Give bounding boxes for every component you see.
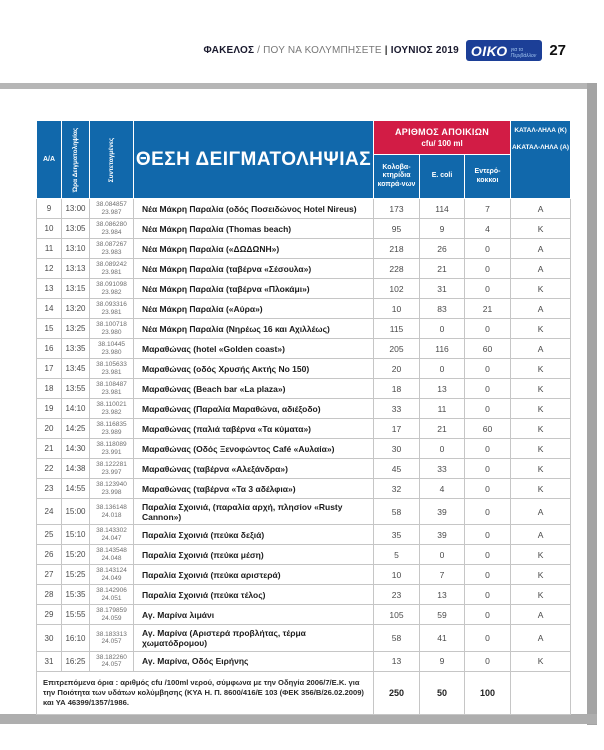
oiko-logo-text: ΟΙΚΟ: [470, 42, 508, 59]
suitability-status: Κ: [511, 219, 571, 239]
suitability-status: Α: [511, 259, 571, 279]
sample-number: 13: [37, 279, 62, 299]
enterococci-value: 4: [465, 219, 511, 239]
enterococci-value: 60: [465, 339, 511, 359]
enterococci-value: 0: [465, 605, 511, 625]
coordinate-lat: 38.086280: [96, 221, 127, 229]
table-row: [37, 339, 571, 359]
suitability-status: Κ: [511, 279, 571, 299]
sample-number: 17: [37, 359, 62, 379]
coordinate-lng: 24.048: [101, 554, 122, 562]
sample-location: Νέα Μάκρη Παραλία (Thomas beach): [134, 219, 374, 239]
sample-time: 15:55: [62, 605, 90, 625]
table-row: [37, 439, 571, 459]
coordinate-lat: 38.087267: [96, 241, 127, 249]
coordinate-lng: 23.991: [101, 448, 122, 456]
sample-time: 13:00: [62, 199, 90, 219]
suitability-status: Α: [511, 299, 571, 319]
sample-number: 23: [37, 479, 62, 499]
header-issue: ΙΟΥΝΙΟΣ 2019: [390, 45, 459, 56]
ecoli-value: 39: [420, 525, 465, 545]
sample-time: 15:00: [62, 499, 90, 525]
coordinate-lat: 38.143124: [96, 567, 127, 575]
suitability-status: Κ: [511, 359, 571, 379]
sample-number: 16: [37, 339, 62, 359]
ecoli-value: 83: [420, 299, 465, 319]
ecoli-value: 0: [420, 439, 465, 459]
coliforms-value: 17: [374, 419, 420, 439]
panel-bottom-edge: [0, 714, 597, 724]
sample-time: 14:55: [62, 479, 90, 499]
coordinate-lng: 24.057: [101, 638, 122, 646]
sample-location: Μαραθώνας (ταβέρνα «Αλεξάνδρα»): [134, 459, 374, 479]
sample-location: Παραλία Σχοινιά (πεύκα αριστερά): [134, 565, 374, 585]
col-header-location: ΘΕΣΗ ΔΕΙΓΜΑΤΟΛΗΨΙΑΣ: [134, 121, 374, 199]
table-header: [37, 121, 571, 199]
enterococci-value: 60: [465, 419, 511, 439]
sample-location: Μαραθώνας (Παραλία Μαραθώνα, αδιέξοδο): [134, 399, 374, 419]
coordinate-lat: 38.136148: [96, 504, 127, 512]
coordinate-lat: 38.105633: [96, 361, 127, 369]
suitability-status: Κ: [511, 545, 571, 565]
coliforms-value: 32: [374, 479, 420, 499]
coordinate-lat: 38.091098: [96, 281, 127, 289]
coordinate-lng: 23.982: [101, 408, 122, 416]
sample-time: 15:20: [62, 545, 90, 565]
table-row: [37, 479, 571, 499]
panel-top-edge: [0, 83, 597, 89]
coliforms-value: 10: [374, 565, 420, 585]
enterococci-value: 0: [465, 499, 511, 525]
coliforms-value: 105: [374, 605, 420, 625]
col-header-enterococci: Εντερό-κοκκοι: [465, 155, 511, 199]
header-topic: ΠΟΥ ΝΑ ΚΟΛΥΜΠΗΣΕΤΕ: [263, 45, 382, 56]
sample-number: 10: [37, 219, 62, 239]
ecoli-value: 11: [420, 399, 465, 419]
table-row: [37, 525, 571, 545]
ecoli-value: 0: [420, 359, 465, 379]
coordinate-lng: 24.047: [101, 534, 122, 542]
table-row: [37, 259, 571, 279]
enterococci-value: 0: [465, 525, 511, 545]
coliforms-value: 102: [374, 279, 420, 299]
table-row: [37, 585, 571, 605]
coordinate-lng: 24.049: [101, 574, 122, 582]
ecoli-value: 21: [420, 419, 465, 439]
sample-number: 15: [37, 319, 62, 339]
sample-coordinates: [90, 525, 134, 545]
enterococci-value: 0: [465, 651, 511, 671]
coordinate-lng: 23.981: [101, 388, 122, 396]
coordinate-lng: 23.981: [101, 368, 122, 376]
sample-number: 26: [37, 545, 62, 565]
unsuitable-label: ΑΚΑΤΑΛ-ΛΗΛΑ (Α): [511, 143, 570, 151]
sample-location: Αγ. Μαρίνα λιμάνι: [134, 605, 374, 625]
table-row: [37, 299, 571, 319]
table-row: [37, 359, 571, 379]
suitability-status: Α: [511, 605, 571, 625]
ecoli-value: 7: [420, 565, 465, 585]
sample-coordinates: [90, 219, 134, 239]
coordinate-lng: 23.998: [101, 488, 122, 496]
sample-time: 13:13: [62, 259, 90, 279]
limits-note: Επιτρεπόμενα όρια : αριθμός cfu /100ml νερού, σύμφωνα με την Οδηγία 2006/7/Ε.Κ. για την Ποιότητα των υδάτων κολύμβησης (ΚΥΑ Η. Π. 8600/416/Ε 103 (ΦΕΚ 356/Β/26.02.2009) και ΥΑ 46399/1357/1986.: [37, 672, 374, 715]
enterococci-value: 0: [465, 319, 511, 339]
sample-location: Μαραθώνας (ταβέρνα «Τα 3 αδέλφια»): [134, 479, 374, 499]
table-row: [37, 459, 571, 479]
sample-coordinates: [90, 359, 134, 379]
sample-coordinates: [90, 239, 134, 259]
table-row: [37, 565, 571, 585]
sample-coordinates: [90, 319, 134, 339]
ecoli-value: 114: [420, 199, 465, 219]
suitability-status: Α: [511, 525, 571, 545]
coordinate-lat: 38.143302: [96, 527, 127, 535]
sample-time: 16:25: [62, 651, 90, 671]
sample-coordinates: [90, 379, 134, 399]
coordinate-lat: 38.143548: [96, 547, 127, 555]
enterococci-value: 0: [465, 479, 511, 499]
suitability-status: Κ: [511, 379, 571, 399]
table-row: [37, 219, 571, 239]
table-row: [37, 651, 571, 671]
sample-time: 15:25: [62, 565, 90, 585]
enterococci-value: 0: [465, 439, 511, 459]
enterococci-value: 0: [465, 239, 511, 259]
sample-location: Παραλία Σχοινιά (πεύκα δεξιά): [134, 525, 374, 545]
table-row: [37, 279, 571, 299]
sample-number: 29: [37, 605, 62, 625]
coliforms-value: 173: [374, 199, 420, 219]
enterococci-value: 0: [465, 259, 511, 279]
coliforms-value: 23: [374, 585, 420, 605]
sample-coordinates: [90, 259, 134, 279]
coordinate-lng: 23.982: [101, 288, 122, 296]
coliforms-value: 205: [374, 339, 420, 359]
coordinate-lng: 23.984: [101, 228, 122, 236]
sample-number: 9: [37, 199, 62, 219]
coordinate-lat: 38.089242: [96, 261, 127, 269]
oiko-logo: [466, 40, 542, 61]
ecoli-value: 59: [420, 605, 465, 625]
sample-coordinates: [90, 279, 134, 299]
suitability-status: Κ: [511, 459, 571, 479]
coordinate-lat: 38.110021: [96, 401, 127, 409]
coordinate-lat: 38.182260: [96, 653, 127, 661]
coordinate-lat: 38.116835: [96, 421, 127, 429]
sample-time: 14:25: [62, 419, 90, 439]
sample-coordinates: [90, 339, 134, 359]
sample-number: 30: [37, 625, 62, 651]
coordinate-lng: 23.997: [101, 468, 122, 476]
coliforms-value: 115: [374, 319, 420, 339]
sample-location: Αγ. Μαρίνα, Οδός Ειρήνης: [134, 651, 374, 671]
coordinate-lat: 38.10445: [97, 341, 126, 349]
sample-coordinates: [90, 565, 134, 585]
col-header-coliforms: Κολοβα-κτηρίδια κοπρά-νων: [374, 155, 420, 199]
sample-time: 13:20: [62, 299, 90, 319]
sample-time: 13:05: [62, 219, 90, 239]
coordinate-lat: 38.122281: [96, 461, 127, 469]
sample-location: Νέα Μάκρη Παραλία (οδός Ποσειδώνος Hotel Nireus): [134, 199, 374, 219]
oiko-logo-subtext: [511, 42, 537, 60]
ecoli-value: 0: [420, 319, 465, 339]
sample-coordinates: [90, 499, 134, 525]
limit-enterococci: 100: [465, 672, 511, 715]
suitability-status: Α: [511, 199, 571, 219]
sample-time: 13:25: [62, 319, 90, 339]
sample-time: 13:10: [62, 239, 90, 259]
ecoli-value: 0: [420, 545, 465, 565]
table-row: [37, 545, 571, 565]
sample-number: 20: [37, 419, 62, 439]
coordinate-lng: 23.989: [101, 428, 122, 436]
coliforms-value: 10: [374, 299, 420, 319]
coordinate-lat: 38.093316: [96, 301, 127, 309]
sample-number: 27: [37, 565, 62, 585]
oiko-logo-sub1: για το: [510, 46, 524, 53]
enterococci-value: 0: [465, 359, 511, 379]
sample-location: Νέα Μάκρη Παραλία (ταβέρνα «Σέσουλα»): [134, 259, 374, 279]
coordinate-lat: 38.084857: [96, 201, 127, 209]
ecoli-value: 9: [420, 651, 465, 671]
sample-coordinates: [90, 479, 134, 499]
sample-time: 14:30: [62, 439, 90, 459]
sample-time: 13:45: [62, 359, 90, 379]
coordinate-lng: 23.987: [101, 208, 122, 216]
col-header-ecoli: E. coli: [420, 155, 465, 199]
table-row: [37, 379, 571, 399]
suitability-status: Α: [511, 239, 571, 259]
ecoli-value: 4: [420, 479, 465, 499]
sample-number: 12: [37, 259, 62, 279]
table-body: [37, 199, 571, 672]
enterococci-value: 0: [465, 399, 511, 419]
panel-right-edge: [587, 83, 597, 725]
coordinate-lat: 38.183313: [96, 630, 127, 638]
ecoli-value: 9: [420, 219, 465, 239]
sample-coordinates: [90, 545, 134, 565]
sample-location: Μαραθώνας (οδός Χρυσής Ακτής Νο 150): [134, 359, 374, 379]
sample-location: Νέα Μάκρη Παραλία («ΔΩΔΩΝΗ»): [134, 239, 374, 259]
table-row: [37, 625, 571, 651]
coliforms-value: 228: [374, 259, 420, 279]
coliforms-value: 5: [374, 545, 420, 565]
ecoli-value: 31: [420, 279, 465, 299]
coliforms-value: 35: [374, 525, 420, 545]
sample-number: 14: [37, 299, 62, 319]
col-header-aa: Α/Α: [37, 121, 62, 199]
suitability-status: Κ: [511, 399, 571, 419]
coordinate-lat: 38.108487: [96, 381, 127, 389]
sample-coordinates: [90, 459, 134, 479]
ecoli-value: 21: [420, 259, 465, 279]
col-header-suitability: [511, 121, 571, 199]
coordinate-lng: 24.051: [101, 594, 122, 602]
sample-location: Νέα Μάκρη Παραλία (ταβέρνα «Πλοκάμι»): [134, 279, 374, 299]
sample-time: 13:15: [62, 279, 90, 299]
sample-time: 14:10: [62, 399, 90, 419]
ecoli-value: 13: [420, 379, 465, 399]
sample-coordinates: [90, 605, 134, 625]
ecoli-value: 116: [420, 339, 465, 359]
sample-coordinates: [90, 399, 134, 419]
col-header-coords: Συντεταγμένες: [90, 121, 134, 199]
coordinate-lat: 38.118089: [96, 441, 127, 449]
sample-number: 25: [37, 525, 62, 545]
coordinate-lat: 38.179859: [96, 607, 127, 615]
enterococci-value: 0: [465, 279, 511, 299]
sample-location: Παραλία Σχοινιά (πεύκα τέλος): [134, 585, 374, 605]
sample-time: 13:35: [62, 339, 90, 359]
coliforms-value: 58: [374, 499, 420, 525]
coliforms-value: 218: [374, 239, 420, 259]
sample-time: 16:10: [62, 625, 90, 651]
table-row: [37, 419, 571, 439]
table-row: [37, 199, 571, 219]
sample-coordinates: [90, 625, 134, 651]
enterococci-value: 0: [465, 565, 511, 585]
header-divider: |: [384, 45, 388, 56]
table-footer: [37, 672, 571, 715]
suitability-status: Κ: [511, 319, 571, 339]
coordinate-lng: 23.980: [101, 348, 122, 356]
sample-number: 18: [37, 379, 62, 399]
suitability-status: Α: [511, 625, 571, 651]
coordinate-lng: 23.981: [101, 308, 122, 316]
enterococci-value: 0: [465, 459, 511, 479]
header-section: ΦΑΚΕΛΟΣ: [203, 45, 255, 56]
coordinate-lng: 23.980: [101, 328, 122, 336]
sampling-table: [36, 120, 571, 715]
ecoli-value: 41: [420, 625, 465, 651]
sample-location: Παραλία Σχοινιά (πεύκα μέση): [134, 545, 374, 565]
suitability-status: Κ: [511, 585, 571, 605]
coordinate-lng: 24.057: [101, 661, 122, 669]
table-row: [37, 605, 571, 625]
suitable-label: ΚΑΤΑΛ-ΛΗΛΑ (Κ): [514, 127, 567, 134]
page-number: 27: [549, 42, 566, 59]
suitability-status: Κ: [511, 439, 571, 459]
suitability-status: Κ: [511, 479, 571, 499]
coliforms-value: 45: [374, 459, 420, 479]
coliforms-value: 58: [374, 625, 420, 651]
sample-time: 15:10: [62, 525, 90, 545]
sample-coordinates: [90, 299, 134, 319]
coordinate-lng: 23.983: [101, 248, 122, 256]
ecoli-value: 39: [420, 499, 465, 525]
limit-empty-cell: [511, 672, 571, 715]
oiko-logo-sub2: Περιβάλλον: [510, 52, 537, 59]
sample-coordinates: [90, 199, 134, 219]
coordinate-lat: 38.100718: [96, 321, 127, 329]
coliforms-value: 30: [374, 439, 420, 459]
table-row: [37, 399, 571, 419]
enterococci-value: 0: [465, 379, 511, 399]
suitability-status: Κ: [511, 565, 571, 585]
sample-location: Νέα Μάκρη Παραλία (Νηρέως 16 και Αχιλλέως): [134, 319, 374, 339]
sample-coordinates: [90, 585, 134, 605]
sample-coordinates: [90, 651, 134, 671]
sample-number: 21: [37, 439, 62, 459]
enterococci-value: 0: [465, 625, 511, 651]
suitability-status: Α: [511, 339, 571, 359]
coliforms-value: 20: [374, 359, 420, 379]
sample-time: 14:38: [62, 459, 90, 479]
sample-coordinates: [90, 439, 134, 459]
sample-location: Μαραθώνας (Οδός Ξενοφώντος Café «Αυλαία»): [134, 439, 374, 459]
enterococci-value: 21: [465, 299, 511, 319]
colonies-banner: ΑΡΙΘΜΟΣ ΑΠΟΙΚΙΩΝ cfu/ 100 ml: [374, 121, 511, 155]
ecoli-value: 13: [420, 585, 465, 605]
coliforms-value: 33: [374, 399, 420, 419]
ecoli-value: 33: [420, 459, 465, 479]
sample-location: Μαραθώνας (Beach bar «La plaza»): [134, 379, 374, 399]
enterococci-value: 0: [465, 545, 511, 565]
sample-location: Μαραθώνας (hotel «Golden coast»): [134, 339, 374, 359]
sample-location: Παραλία Σχοινιά, (παραλία αρχή, πλησίον «Rusty Cannon»): [134, 499, 374, 525]
coordinate-lng: 23.981: [101, 268, 122, 276]
sample-number: 11: [37, 239, 62, 259]
coordinate-lat: 38.123940: [96, 481, 127, 489]
limit-coliforms: 250: [374, 672, 420, 715]
sample-number: 28: [37, 585, 62, 605]
page-header: [204, 40, 566, 61]
sample-number: 22: [37, 459, 62, 479]
suitability-status: Α: [511, 499, 571, 525]
sample-location: Αγ. Μαρίνα (Αριστερά προβλήτας, τέρμα χωματόδρομου): [134, 625, 374, 651]
sample-time: 13:55: [62, 379, 90, 399]
table-row: [37, 319, 571, 339]
limit-ecoli: 50: [420, 672, 465, 715]
table-row: [37, 239, 571, 259]
sample-number: 19: [37, 399, 62, 419]
suitability-status: Κ: [511, 651, 571, 671]
sample-coordinates: [90, 419, 134, 439]
coordinate-lng: 24.059: [101, 614, 122, 622]
coliforms-value: 18: [374, 379, 420, 399]
sample-location: Μαραθώνας (παλιά ταβέρνα «Τα κύματα»): [134, 419, 374, 439]
coordinate-lng: 24.018: [101, 511, 122, 519]
coliforms-value: 13: [374, 651, 420, 671]
enterococci-value: 0: [465, 585, 511, 605]
coliforms-value: 95: [374, 219, 420, 239]
sample-number: 24: [37, 499, 62, 525]
ecoli-value: 26: [420, 239, 465, 259]
suitability-status: Κ: [511, 419, 571, 439]
sample-number: 31: [37, 651, 62, 671]
coordinate-lat: 38.142906: [96, 587, 127, 595]
sample-location: Νέα Μάκρη Παραλία («Αύρα»): [134, 299, 374, 319]
enterococci-value: 7: [465, 199, 511, 219]
header-separator: /: [257, 45, 261, 56]
table-row: [37, 499, 571, 525]
col-header-time: Ώρα Δειγματοληψίας: [62, 121, 90, 199]
sample-time: 15:35: [62, 585, 90, 605]
